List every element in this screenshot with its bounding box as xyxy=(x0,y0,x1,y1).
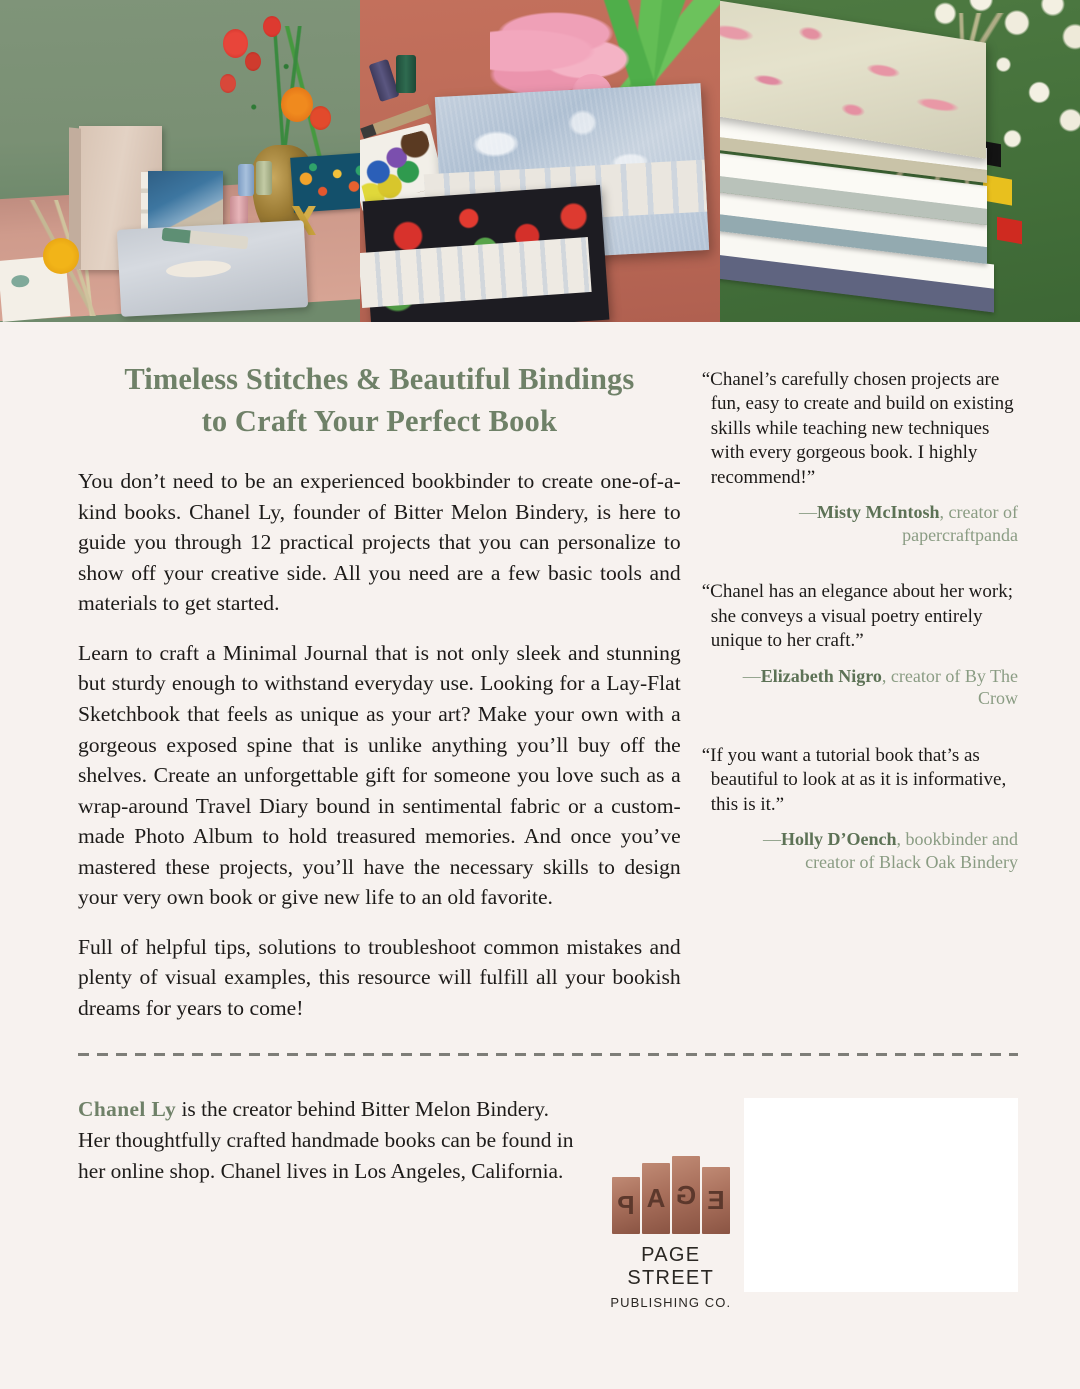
blurb-paragraph: Learn to craft a Minimal Journal that is not only sleek and stunning but sturdy enough to withstand everyday use. Looking for a Lay-Flat Sketchbook that feels as unique as your art? Make your own with a gorgeous exposed spine that is unlike anything you’ll buy off the shelves. Create an unforgettable gift for someone you love such as a wrap-around Travel Diary bound in sentimental fabric or a custom-made Photo Album to hold treasured memories. And once you’ve mastered these projects, you’ll have the necessary skills to design your very own book or give new life to an old favorite. xyxy=(78,640,681,910)
testimonial-attribution xyxy=(711,665,1018,710)
dashed-divider xyxy=(78,1053,1018,1056)
headline-line-2 xyxy=(78,400,681,442)
testimonial xyxy=(701,744,1018,874)
photo-coptic-bound-books xyxy=(360,0,720,322)
back-cover-content xyxy=(0,322,1080,1056)
testimonial xyxy=(701,368,1018,546)
letterpress-block xyxy=(702,1167,730,1234)
testimonial-quote: “Chanel’s carefully chosen projects are fun, easy to create and build on existing skills while teaching new techniques with every gorgeous book. I highly recommend!” xyxy=(701,369,1014,488)
photo1-yellow-flower xyxy=(43,238,79,273)
letterpress-block xyxy=(672,1156,700,1234)
blurb-paragraph: Full of helpful tips, solutions to troubleshoot common mistakes and plenty of visual examples, this resource will fulfill all your bookish dreams for years to come! xyxy=(78,934,681,1020)
two-column-layout xyxy=(78,358,1018,1023)
attribution-dash: — xyxy=(799,502,818,523)
photo-stacked-journals xyxy=(720,0,1080,322)
photo1-bloom xyxy=(263,16,281,37)
publisher-suffix: PUBLISHING CO. xyxy=(610,1295,732,1311)
letterpress-block-letter: P xyxy=(617,1190,635,1221)
cover-photo-band xyxy=(0,0,1080,322)
author-name: Chanel Ly xyxy=(78,1097,177,1122)
page-title xyxy=(78,358,681,442)
blurb-text xyxy=(78,466,681,1023)
headline-line-2-prefix: to xyxy=(201,404,235,439)
photo1-thread-spool xyxy=(238,164,254,196)
photo2-thread-spool xyxy=(396,55,416,94)
attribution-role: , creator of By The Crow xyxy=(881,665,1018,709)
letterpress-block xyxy=(642,1163,670,1235)
letterpress-block xyxy=(612,1177,640,1235)
headline-line-1: Timeless Stitches & Beautiful Bindings xyxy=(124,362,635,396)
photo1-bloom xyxy=(245,52,261,71)
attribution-dash: — xyxy=(763,829,782,850)
publisher-name: PAGE STREET xyxy=(627,1244,715,1290)
photo1-floral-box xyxy=(290,152,360,212)
photo3-red-headband xyxy=(997,217,1022,244)
attribution-name: Elizabeth Nigro xyxy=(760,665,882,686)
author-bio-text: is the creator behind Bitter Melon Bindery. Her thoughtfully crafted handmade books can be found in her online shop. Chanel lives in Los Angeles, California. xyxy=(78,1097,574,1184)
attribution-name: Holly D’Oench xyxy=(781,829,897,850)
letterpress-block-letter: G xyxy=(675,1179,696,1210)
photo1-thread-spool xyxy=(256,161,272,195)
testimonial-quote: “If you want a tutorial book that’s as beautiful to look at as it is informative, this is it.” xyxy=(701,744,1007,815)
testimonial xyxy=(701,580,1018,710)
footer xyxy=(0,1056,1080,1310)
photo-bookbinding-supplies-flatlay xyxy=(0,0,360,322)
attribution-dash: — xyxy=(742,665,761,686)
left-column xyxy=(78,358,681,1023)
attribution-name: Misty McIntosh xyxy=(817,502,940,523)
attribution-role: , creator of papercraftpanda xyxy=(902,502,1018,545)
letterpress-blocks-icon xyxy=(612,1156,730,1234)
blurb-paragraph: You don’t need to be an experienced bookbinder to create one-of-a-kind books. Chanel Ly, founder of Bitter Melon Bindery, is here to guide you through 12 practical projects that you can personalize to show off your creative side. All you need are a few basic tools and materials to get started. xyxy=(78,469,681,616)
barcode-placeholder xyxy=(744,1098,1018,1292)
testimonial-quote: “Chanel has an elegance about her work; she conveys a visual poetry entirely unique to her craft.” xyxy=(701,581,1013,652)
headline-line-2-bold: Craft Your Perfect Book xyxy=(234,404,558,439)
attribution-role: , bookbinder and creator of Black Oak Bindery xyxy=(805,829,1018,872)
publisher-logo xyxy=(598,1156,744,1310)
letterpress-block-letter: A xyxy=(646,1183,666,1214)
author-bio xyxy=(78,1094,584,1186)
testimonial-attribution xyxy=(711,828,1018,873)
letterpress-block-letter: E xyxy=(707,1185,725,1216)
testimonials-column xyxy=(701,358,1018,1023)
photo3-yellow-headband xyxy=(983,175,1012,206)
testimonial-attribution xyxy=(711,501,1018,546)
photo1-bloom xyxy=(220,74,236,93)
